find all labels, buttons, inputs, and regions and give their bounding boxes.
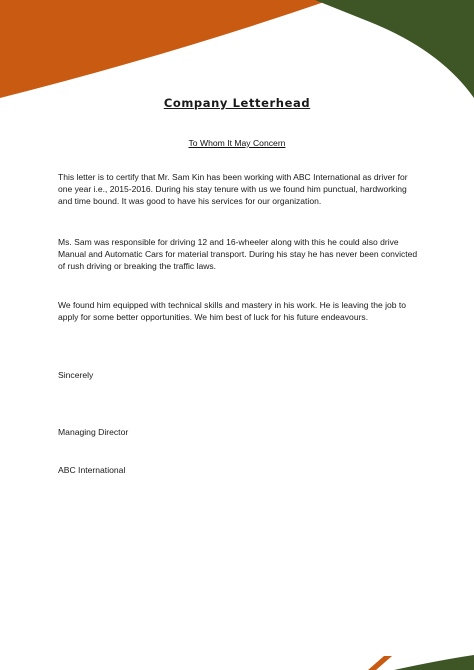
body-paragraph-2: Ms. Sam was responsible for driving 12 and 16-wheeler along with this he could also drive Manual and Automatic Cars for material transport. During his stay he has never been convicted of rush driving or breaking the traffic laws. (58, 237, 418, 271)
header-green-shape (315, 0, 474, 98)
footer-decoration (0, 646, 474, 670)
header-decoration (0, 0, 474, 110)
company-name: ABC International (58, 465, 126, 475)
signatory-title: Managing Director (58, 427, 129, 437)
letter-subject: To Whom It May Concern (188, 138, 286, 148)
letterhead-title: Company Letterhead (163, 96, 311, 110)
body-paragraph-1: This letter is to certify that Mr. Sam Kin has been working with ABC International as driver for one year i.e., 2015-2016. During his stay tenure with us we found him punctual, hardworking and time bound. It was good to have his services for our organization. (58, 172, 408, 206)
footer-green-block (394, 655, 474, 670)
closing-text: Sincerely (58, 370, 94, 380)
footer-orange-stripe (368, 656, 392, 670)
body-paragraph-3: We found him equipped with technical skills and mastery in his work. He is leaving the job to apply for some better opportunities. We him best of luck for his future endeavours. (58, 300, 407, 322)
header-orange-band (0, 0, 330, 98)
